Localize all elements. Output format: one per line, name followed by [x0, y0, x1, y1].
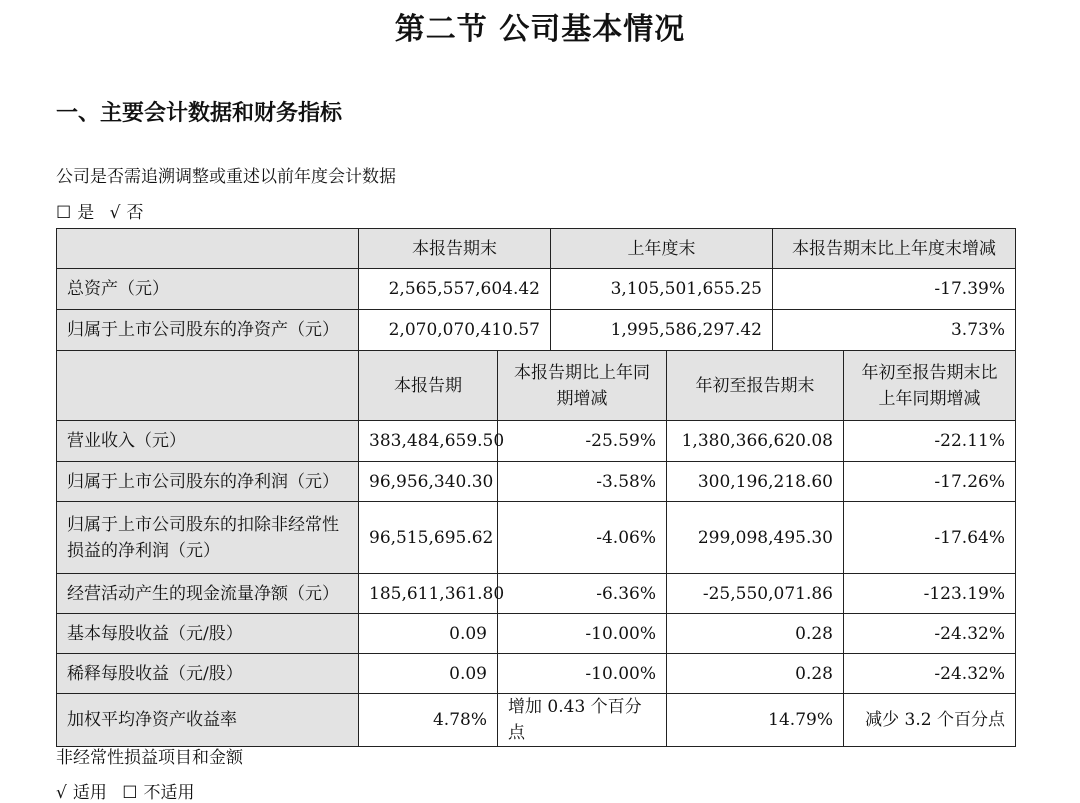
table-cell: 2,565,557,604.42: [359, 269, 551, 310]
restate-question: 公司是否需追溯调整或重述以前年度会计数据: [56, 167, 396, 187]
table-cell: 0.09: [359, 614, 498, 654]
table-cell: 减少 3.2 个百分点: [844, 694, 1016, 747]
option-yes-label: 是: [77, 203, 95, 223]
table-cell: 2,070,070,410.57: [359, 310, 551, 351]
checkbox-yes[interactable]: ☐: [56, 203, 72, 223]
table-cell: -10.00%: [498, 654, 667, 694]
applicable-options: [56, 778, 205, 803]
table-cell: 0.28: [667, 614, 844, 654]
table-cell: 299,098,495.30: [667, 502, 844, 574]
row-label: 经营活动产生的现金流量净额（元）: [57, 574, 359, 614]
table-cell: -4.06%: [498, 502, 667, 574]
table-cell: 0.09: [359, 654, 498, 694]
table-cell: -24.32%: [844, 654, 1016, 694]
table-row: [57, 574, 1016, 614]
table-cell: -24.32%: [844, 614, 1016, 654]
table-row: [57, 269, 1016, 310]
table-row: [57, 614, 1016, 654]
table-cell: 383,484,659.50: [359, 421, 498, 462]
table-cell: -22.11%: [844, 421, 1016, 462]
table-cell: 0.28: [667, 654, 844, 694]
table-cell: 300,196,218.60: [667, 462, 844, 502]
table-row: [57, 502, 1016, 574]
sub-heading: 一、主要会计数据和财务指标: [56, 101, 343, 126]
row-label: 基本每股收益（元/股）: [57, 614, 359, 654]
table-row: [57, 654, 1016, 694]
option-not-applicable-label: 不适用: [143, 783, 195, 803]
financial-indicators-table: [56, 228, 1016, 747]
table-header-row: [57, 351, 1016, 421]
checkbox-not-applicable[interactable]: ☐: [122, 783, 138, 803]
table-cell: -3.58%: [498, 462, 667, 502]
checkmark-no[interactable]: √: [109, 203, 121, 223]
row-label: 稀释每股收益（元/股）: [57, 654, 359, 694]
row-label: 归属于上市公司股东的净利润（元）: [57, 462, 359, 502]
table-cell: -17.64%: [844, 502, 1016, 574]
table-header-row: [57, 229, 1016, 269]
table-cell: -25,550,071.86: [667, 574, 844, 614]
table-cell: 1,995,586,297.42: [551, 310, 773, 351]
row-label: 总资产（元）: [57, 269, 359, 310]
table-cell: -17.26%: [844, 462, 1016, 502]
checkmark-applicable[interactable]: √: [56, 783, 67, 803]
table-cell: 14.79%: [667, 694, 844, 747]
row-label: 营业收入（元）: [57, 421, 359, 462]
nonrecurring-label: 非经常性损益项目和金额: [56, 748, 243, 768]
table-cell: -123.19%: [844, 574, 1016, 614]
table-row: [57, 310, 1016, 351]
option-applicable-label: 适用: [72, 783, 107, 803]
table-header-cell: 本报告期: [359, 351, 498, 421]
table-cell: 3,105,501,655.25: [551, 269, 773, 310]
option-no-label: 否: [126, 203, 144, 223]
table-cell: 96,956,340.30: [359, 462, 498, 502]
table-cell: 3.73%: [773, 310, 1016, 351]
table-cell: 增加 0.43 个百分点: [498, 694, 667, 747]
table-cell: 185,611,361.80: [359, 574, 498, 614]
row-label: 归属于上市公司股东的净资产（元）: [57, 310, 359, 351]
row-label: 归属于上市公司股东的扣除非经常性损益的净利润（元）: [57, 502, 359, 574]
table-header-cell: 年初至报告期末: [667, 351, 844, 421]
table-row: [57, 462, 1016, 502]
table-cell: -10.00%: [498, 614, 667, 654]
table-header-cell: 本报告期末: [359, 229, 551, 269]
restate-options: [56, 198, 154, 223]
table-cell: -6.36%: [498, 574, 667, 614]
header-blank: [57, 229, 359, 269]
row-label: 加权平均净资产收益率: [57, 694, 359, 747]
table-cell: 1,380,366,620.08: [667, 421, 844, 462]
table-cell: 96,515,695.62: [359, 502, 498, 574]
table-header-cell: 本报告期末比上年度末增减: [773, 229, 1016, 269]
table-header-cell: 本报告期比上年同期增减: [498, 351, 667, 421]
table-cell: -25.59%: [498, 421, 667, 462]
header-blank: [57, 351, 359, 421]
table-cell: -17.39%: [773, 269, 1016, 310]
table-header-cell: 上年度末: [551, 229, 773, 269]
table-cell: 4.78%: [359, 694, 498, 747]
table-row: [57, 421, 1016, 462]
section-title: 第二节 公司基本情况: [394, 12, 686, 47]
table-row: [57, 694, 1016, 747]
table-header-cell: 年初至报告期末比上年同期增减: [844, 351, 1016, 421]
